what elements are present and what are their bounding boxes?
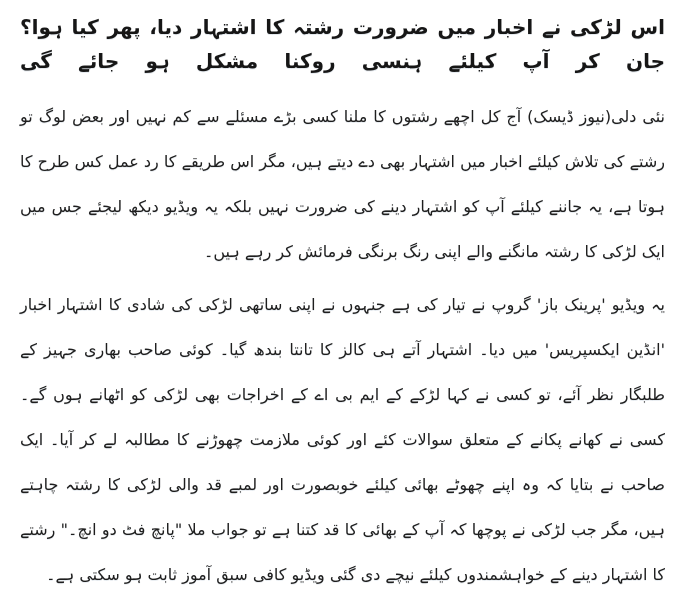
article-paragraph-intro: نئی دلی(نیوز ڈیسک) آج کل اچھے رشتوں کا ملنا کسی بڑے مسئلے سے کم نہیں اور بعض لوگ تو رشتے کی تلاش کیلئے اخبار میں اشتہار بھی دے دیتے ہیں، مگر اس طریقے کا رد عمل کس طرح کا ہوتا ہے، یہ جاننے کیلئے آپ کو اشتہار دینے کی ضرورت نہیں بلکہ یہ ویڈیو دیکھ لیجئے جس میں ایک لڑکی کا رشتہ مانگنے والے اپنی رنگ برنگی فرمائش کر رہے ہیں۔ bbox=[20, 107, 665, 261]
article-paragraph-details: یہ ویڈیو 'پرینک باز' گروپ نے تیار کی ہے جنہوں نے اپنی ساتھی لڑکی کی شادی کا اشتہار اخبار 'انڈین ایکسپریس' میں دیا۔ اشتہار آتے ہی کالز کا تانتا بندھ گیا۔ کوئی صاحب بھاری جہیز کے طلبگار نظر آئے، تو کسی نے کہا لڑکے کے ایم بی اے کے اخراجات بھی لڑکی کو اٹھانے ہوں گے۔ کسی نے کھانے پکانے کے متعلق سوالات کئے اور کوئی ملازمت چھوڑنے کا مطالبہ لے کر آیا۔ ایک صاحب نے بتایا کہ وہ اپنے چھوٹے بھائی کیلئے خوبصورت اور لمبے قد والی لڑکی کا رشتہ چاہتے ہیں، مگر جب لڑکی نے پوچھا کہ آپ کے بھائی کا قد کتنا ہے تو جواب ملا "پانچ فٹ دو انچ۔" رشتے کا اشتہار دینے کے خواہشمندوں کیلئے نیچے دی گئی ویڈیو کافی سبق آموز ثابت ہو سکتی ہے۔ bbox=[20, 295, 666, 584]
article-headline: اس لڑکی نے اخبار میں ضرورت رشتہ کا اشتہار دیا، پھر کیا ہوا؟ جان کر آپ کیلئے ہنسی روکنا مشکل ہو جائے گی bbox=[20, 15, 665, 73]
